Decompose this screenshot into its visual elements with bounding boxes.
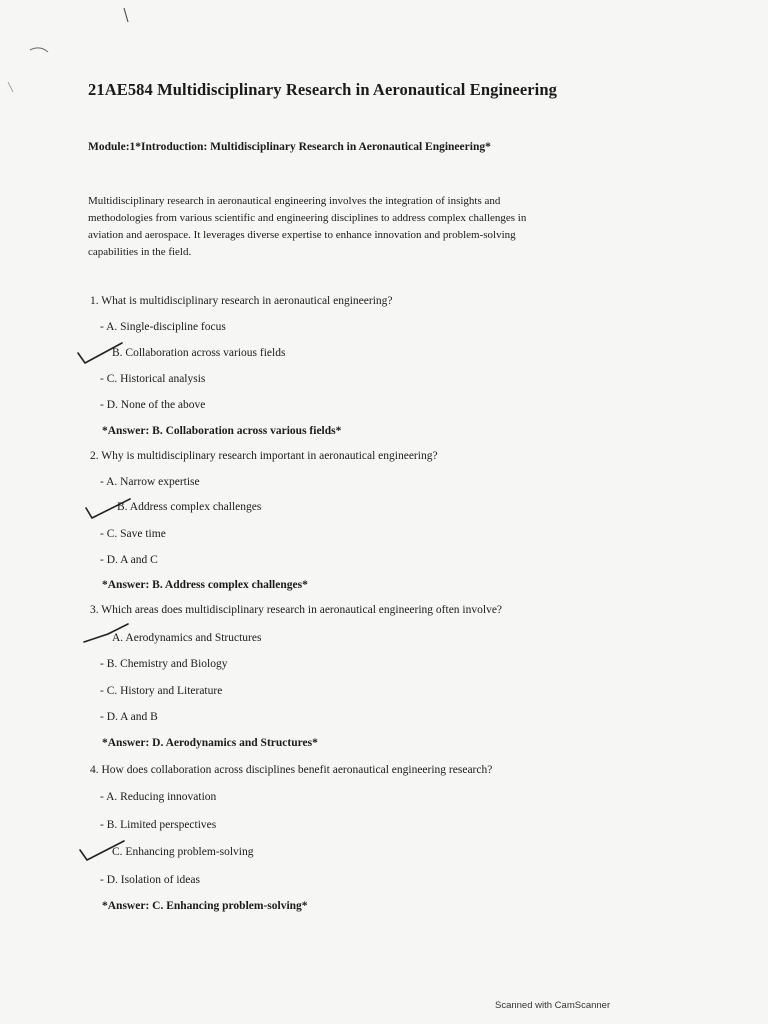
scanner-watermark: Scanned with CamScanner (495, 1000, 611, 1011)
question-2-option-d: - D. A and C (100, 554, 158, 566)
intro-line: methodologies from various scientific and engineering disciplines to address complex challenges in (88, 212, 527, 224)
question-4: 4. How does collaboration across disciplines benefit aeronautical engineering research? (90, 764, 493, 776)
question-2-option-c: - C. Save time (100, 528, 166, 540)
question-1-option-d: - D. None of the above (100, 399, 206, 411)
question-1-option-b: B. Collaboration across various fields (112, 347, 286, 359)
question-3-option-a: A. Aerodynamics and Structures (112, 632, 262, 644)
question-2-option-a: - A. Narrow expertise (100, 476, 200, 488)
question-3: 3. Which areas does multidisciplinary research in aeronautical engineering often involve? (90, 604, 503, 616)
question-4-option-b: - B. Limited perspectives (100, 819, 217, 831)
question-4-option-c: C. Enhancing problem-solving (112, 846, 254, 858)
question-1: 1. What is multidisciplinary research in aeronautical engineering? (90, 295, 393, 307)
question-1-answer: *Answer: B. Collaboration across various fields* (102, 425, 342, 437)
module-heading: Module:1*Introduction: Multidisciplinary Research in Aeronautical Engineering* (88, 141, 491, 153)
question-3-option-d: - D. A and B (100, 711, 158, 723)
question-3-option-c: - C. History and Literature (100, 685, 223, 697)
question-4-option-a: - A. Reducing innovation (100, 791, 217, 803)
question-2-answer: *Answer: B. Address complex challenges* (102, 579, 308, 591)
question-4-option-d: - D. Isolation of ideas (100, 874, 200, 886)
question-1-option-c: - C. Historical analysis (100, 373, 206, 385)
question-2: 2. Why is multidisciplinary research important in aeronautical engineering? (90, 450, 438, 462)
question-1-option-a: - A. Single-discipline focus (100, 321, 226, 333)
intro-line: capabilities in the field. (88, 246, 192, 258)
question-3-answer: *Answer: D. Aerodynamics and Structures* (102, 737, 318, 749)
question-2-option-b: B. Address complex challenges (117, 501, 262, 513)
intro-paragraph (88, 193, 668, 261)
question-4-answer: *Answer: C. Enhancing problem-solving* (102, 900, 308, 912)
document-title: 21AE584 Multidisciplinary Research in Aeronautical Engineering (88, 80, 557, 99)
intro-line: Multidisciplinary research in aeronautical engineering involves the integration of insights and (88, 195, 501, 207)
intro-line: aviation and aerospace. It leverages diverse expertise to enhance innovation and problem-solving (88, 229, 516, 241)
question-3-option-b: - B. Chemistry and Biology (100, 658, 228, 670)
